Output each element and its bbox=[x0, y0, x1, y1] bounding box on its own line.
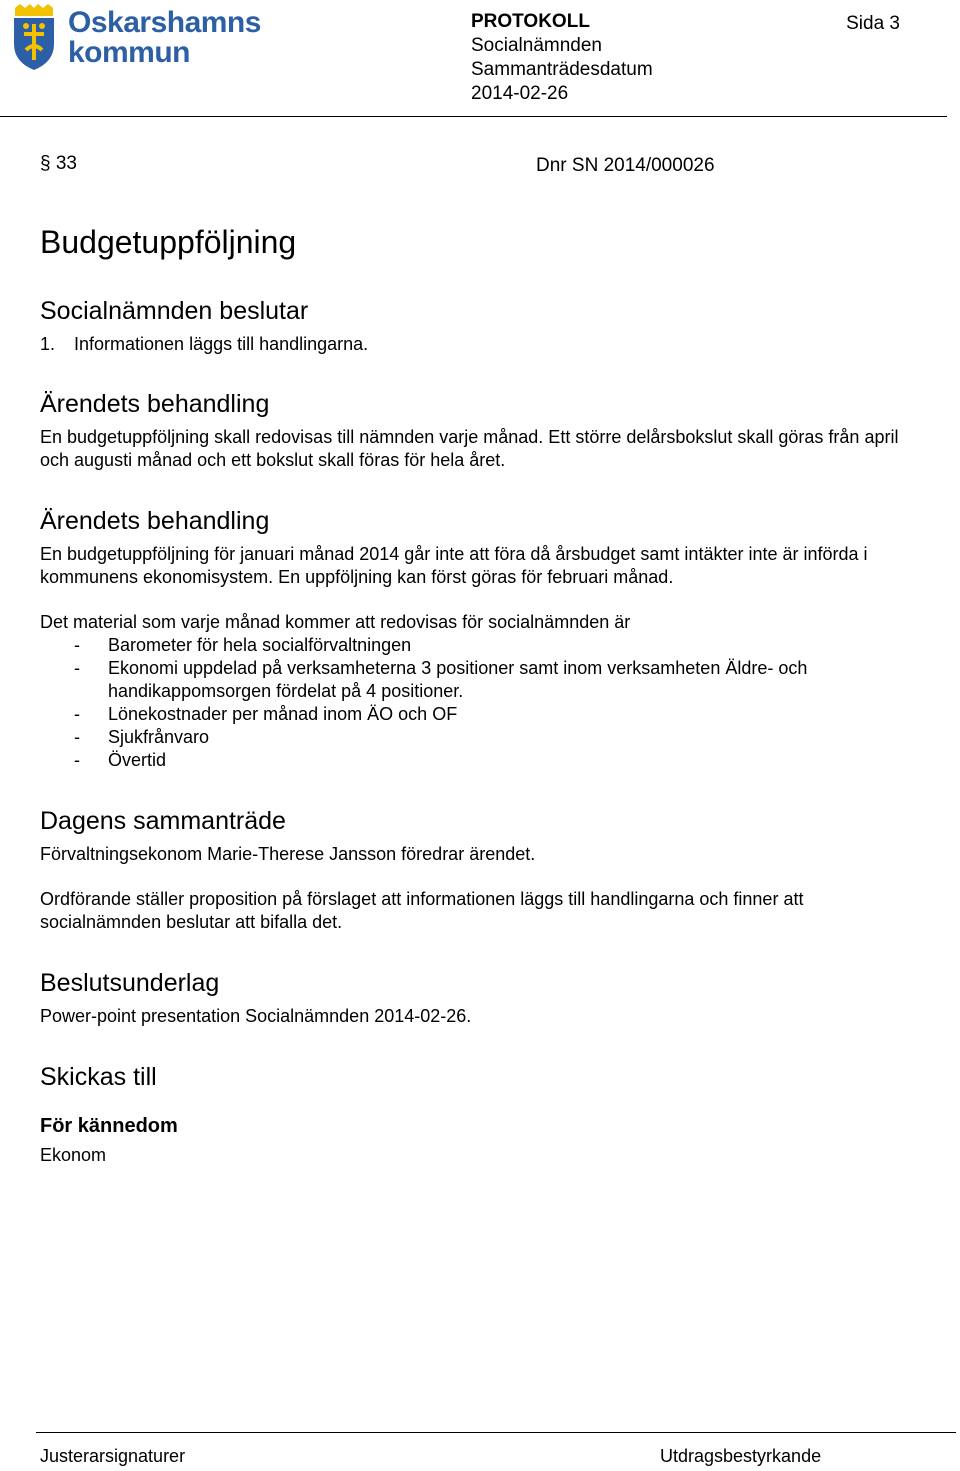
list-text: Sjukfrånvaro bbox=[108, 727, 210, 747]
list-text: Informationen läggs till handlingarna. bbox=[74, 334, 369, 354]
list-text: Lönekostnader per månad inom ÄO och OF bbox=[108, 704, 458, 724]
send-recipient: Ekonom bbox=[40, 1145, 107, 1165]
list-item: - Barometer för hela socialförvaltningen bbox=[74, 635, 412, 655]
send-heading: Skickas till bbox=[40, 1063, 157, 1091]
material-list bbox=[40, 634, 920, 772]
list-item: - Sjukfrånvaro bbox=[74, 727, 210, 747]
header-divider bbox=[0, 116, 947, 117]
header-info bbox=[471, 10, 653, 106]
page-number: Sida 3 bbox=[846, 13, 900, 34]
paragraph-number: 33 bbox=[55, 153, 77, 174]
list-text: Övertid bbox=[108, 750, 167, 770]
handling-heading-1: Ärendets behandling bbox=[40, 390, 270, 418]
decision-list bbox=[40, 333, 920, 356]
document-type: PROTOKOLL bbox=[471, 11, 590, 32]
list-item bbox=[40, 333, 920, 356]
list-text: Barometer för hela socialförvaltningen bbox=[108, 635, 412, 655]
basis-text: Power-point presentation Socialnämnden 2014-02-26. bbox=[40, 1006, 472, 1026]
logo-line-1: Oskarshamns bbox=[68, 6, 261, 39]
board-name: Socialnämnden bbox=[471, 35, 602, 56]
case-title: Budgetuppföljning bbox=[40, 224, 297, 260]
case-number: Dnr SN 2014/000026 bbox=[536, 155, 715, 176]
list-number: 1. bbox=[40, 334, 56, 354]
coat-of-arms-icon bbox=[12, 4, 56, 70]
meeting-date: 2014-02-26 bbox=[471, 83, 569, 104]
meeting-heading: Dagens sammanträde bbox=[40, 807, 286, 835]
footer-divider bbox=[36, 1432, 956, 1433]
handling-heading-2: Ärendets behandling bbox=[40, 507, 270, 535]
municipality-logo bbox=[12, 4, 262, 74]
decision-heading: Socialnämnden beslutar bbox=[40, 297, 309, 325]
footer-certification: Utdragsbestyrkande bbox=[660, 1446, 822, 1466]
section-sign-icon: § bbox=[40, 153, 51, 174]
footer-signatures: Justerarsignaturer bbox=[40, 1446, 186, 1466]
material-intro: Det material som varje månad kommer att redovisas för socialnämnden är bbox=[40, 612, 631, 632]
meeting-text-2: Ordförande ställer proposition på förslaget att informationen läggs till handlingarna och finner att socialnämnden beslutar att bifalla det. bbox=[40, 889, 804, 932]
list-item: - Lönekostnader per månad inom ÄO och OF bbox=[74, 704, 458, 724]
basis-heading: Beslutsunderlag bbox=[40, 969, 220, 997]
list-text: Ekonomi uppdelad på verksamheterna 3 positioner samt inom verksamheten Äldre- och handikappomsorgen fördelat på 4 positioner. bbox=[108, 658, 808, 701]
handling-text-1: En budgetuppföljning skall redovisas till nämnden varje månad. Ett större delårsbokslut skall göras från april och augusti månad och ett bokslut skall föras för hela året. bbox=[40, 427, 899, 470]
logo-wordmark bbox=[68, 8, 261, 68]
list-item: - Ekonomi uppdelad på verksamheterna 3 positioner samt inom verksamheten Äldre- och handikappomsorgen fördelat på 4 positioner. bbox=[40, 657, 920, 703]
logo-line-2: kommun bbox=[68, 36, 191, 69]
send-subheading: För kännedom bbox=[40, 1115, 178, 1137]
case-paragraph bbox=[40, 153, 77, 175]
meeting-date-label: Sammanträdesdatum bbox=[471, 59, 653, 80]
handling-text-2: En budgetuppföljning för januari månad 2014 går inte att föra då årsbudget samt intäkter inte är införda i kommunens ekonomisystem. En uppföljning kan först göras för februari månad. bbox=[40, 544, 868, 587]
list-item: - Övertid bbox=[74, 750, 167, 770]
meeting-text-1: Förvaltningsekonom Marie-Therese Jansson föredrar ärendet. bbox=[40, 844, 536, 864]
